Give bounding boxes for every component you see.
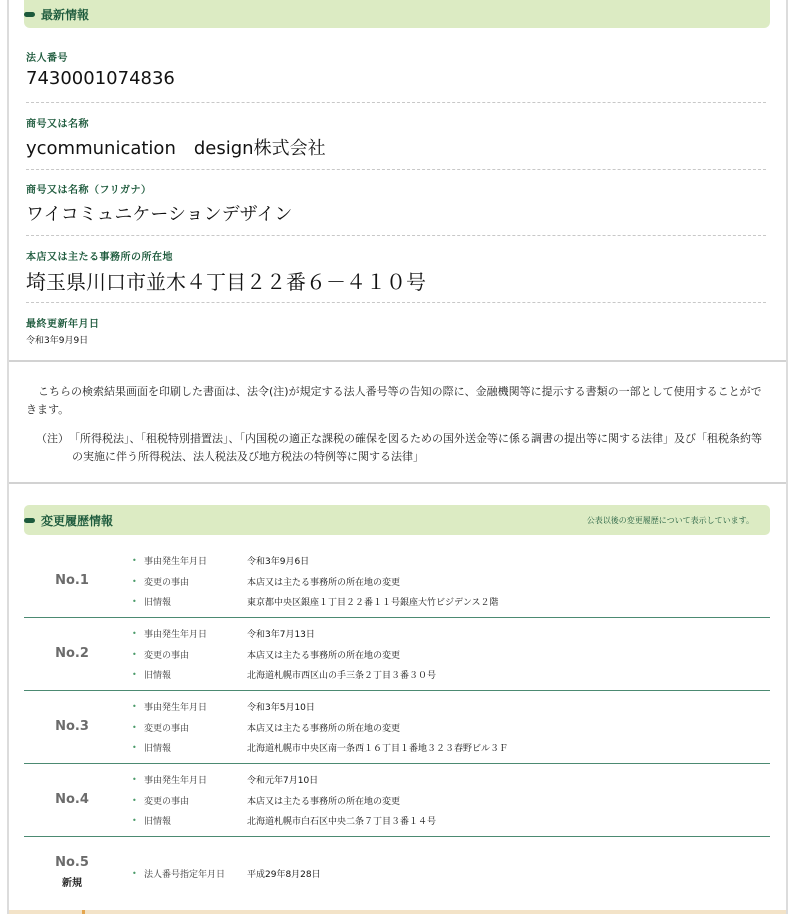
divider	[26, 235, 766, 236]
history-entry-number	[24, 719, 120, 734]
latest-info-header	[24, 0, 770, 28]
bullet-icon: •	[132, 702, 137, 711]
row-value: 令和3年9月6日	[247, 557, 310, 567]
history-row	[132, 794, 400, 807]
row-value: 令和3年7月13日	[247, 630, 315, 640]
notice-note	[26, 430, 768, 466]
entry-number: No.3	[55, 719, 89, 734]
bullet-icon: •	[132, 796, 137, 805]
entry-number: No.1	[55, 573, 89, 588]
latest-info-title: 最新情報	[41, 7, 90, 22]
bullet-icon: •	[132, 629, 137, 638]
history-title: 変更履歴情報	[41, 513, 114, 528]
history-row	[132, 814, 436, 827]
divider	[26, 302, 766, 303]
entry-number: No.4	[55, 792, 89, 807]
left-frame	[7, 0, 9, 914]
bullet-icon: •	[132, 743, 137, 752]
section-marker-icon	[24, 518, 35, 523]
updated-value: 令和3年9月9日	[26, 336, 89, 346]
history-divider	[24, 617, 770, 618]
row-label: 旧情報	[144, 744, 172, 754]
row-label: 事由発生年月日	[144, 776, 208, 786]
history-note: 公表以後の変更履歴について表示しています。	[586, 515, 754, 525]
entry-number: No.5	[55, 855, 89, 870]
history-entry-number	[24, 573, 120, 588]
bullet-icon: •	[132, 723, 137, 732]
bullet-icon: •	[132, 775, 137, 784]
address-label: 本店又は主たる事務所の所在地	[26, 252, 173, 263]
bullet-icon: •	[132, 670, 137, 679]
notice-note-text: 「所得税法」、「租税特別措置法」、「内国税の適正な課税の確保を図るための国外送金等に係る調書の提出等に関する法律」及び「租税条約等の実施に伴う所得税法、法人税法及び地方税法の特例等に関する法律」	[72, 432, 762, 463]
history-divider	[24, 763, 770, 764]
name-field	[26, 115, 766, 160]
updated-label: 最終更新年月日	[26, 319, 100, 330]
new-flag: 新規	[62, 878, 82, 889]
entry-number: No.2	[55, 646, 89, 661]
name-label: 商号又は名称	[26, 119, 89, 130]
history-row	[132, 668, 436, 681]
history-divider	[24, 836, 770, 837]
history-divider	[24, 690, 770, 691]
furigana-label: 商号又は名称（フリガナ）	[26, 185, 152, 196]
history-entry-number	[24, 792, 120, 807]
history-entry-number	[24, 855, 120, 889]
row-value: 本店又は主たる事務所の所在地の変更	[247, 578, 401, 588]
row-value: 東京都中央区銀座１丁目２２番１１号銀座大竹ビジデンス２階	[247, 598, 499, 608]
row-value: 北海道札幌市白石区中央二条７丁目３番１４号	[247, 817, 437, 827]
bullet-icon: •	[132, 869, 137, 878]
scroll-marker	[82, 910, 85, 914]
right-frame	[786, 0, 788, 914]
corp-number-field	[26, 49, 766, 89]
row-label: 変更の事由	[144, 724, 190, 734]
furigana-value: ワイコミュニケーションデザイン	[26, 204, 293, 225]
history-row	[132, 741, 508, 754]
row-value: 平成29年8月28日	[247, 870, 321, 880]
row-label: 事由発生年月日	[144, 557, 208, 567]
row-value: 北海道札幌市西区山の手三条２丁目３番３０号	[247, 671, 437, 681]
history-row	[132, 721, 400, 734]
history-row	[132, 700, 315, 713]
furigana-field	[26, 181, 766, 226]
row-label: 変更の事由	[144, 578, 190, 588]
row-value: 本店又は主たる事務所の所在地の変更	[247, 651, 401, 661]
row-label: 法人番号指定年月日	[144, 870, 226, 880]
notice-text: こちらの検索結果画面を印刷した書面は、法令(注)が規定する法人番号等の告知の際に、金融機関等に提示する書類の一部として使用することができます。	[26, 385, 762, 416]
row-value: 令和3年5月10日	[247, 703, 315, 713]
notice-note-prefix: （注）	[36, 432, 64, 445]
address-field	[26, 248, 766, 295]
bullet-icon: •	[132, 597, 137, 606]
divider	[26, 102, 766, 103]
row-value: 令和元年7月10日	[247, 776, 319, 786]
divider	[26, 169, 766, 170]
row-value: 本店又は主たる事務所の所在地の変更	[247, 724, 401, 734]
history-header	[24, 505, 770, 535]
bullet-icon: •	[132, 650, 137, 659]
bullet-icon: •	[132, 816, 137, 825]
section-separator	[9, 360, 786, 362]
row-label: 旧情報	[144, 817, 172, 827]
row-label: 事由発生年月日	[144, 630, 208, 640]
bullet-icon: •	[132, 577, 137, 586]
address-value: 埼玉県川口市並木４丁目２２番６－４１０号	[26, 270, 426, 294]
name-value: ycommunication design株式会社	[26, 138, 326, 159]
bullet-icon: •	[132, 556, 137, 565]
row-value: 北海道札幌市中央区南一条西１６丁目１番地３２３春野ビル３Ｆ	[247, 744, 509, 754]
history-row	[132, 554, 309, 567]
history-row	[132, 773, 318, 786]
row-label: 事由発生年月日	[144, 703, 208, 713]
corp-number-value: 7430001074836	[26, 68, 175, 89]
row-label: 変更の事由	[144, 797, 190, 807]
history-row	[132, 575, 400, 588]
history-row	[132, 627, 315, 640]
corp-number-label: 法人番号	[26, 53, 68, 64]
row-label: 旧情報	[144, 671, 172, 681]
section-marker-icon	[24, 12, 35, 17]
row-label: 変更の事由	[144, 651, 190, 661]
history-row	[132, 648, 400, 661]
updated-field	[26, 315, 766, 346]
history-row	[132, 867, 321, 880]
history-entry-number	[24, 646, 120, 661]
bottom-scroll-strip	[9, 910, 786, 914]
row-label: 旧情報	[144, 598, 172, 608]
section-separator	[9, 482, 786, 484]
row-value: 本店又は主たる事務所の所在地の変更	[247, 797, 401, 807]
history-row	[132, 595, 499, 608]
